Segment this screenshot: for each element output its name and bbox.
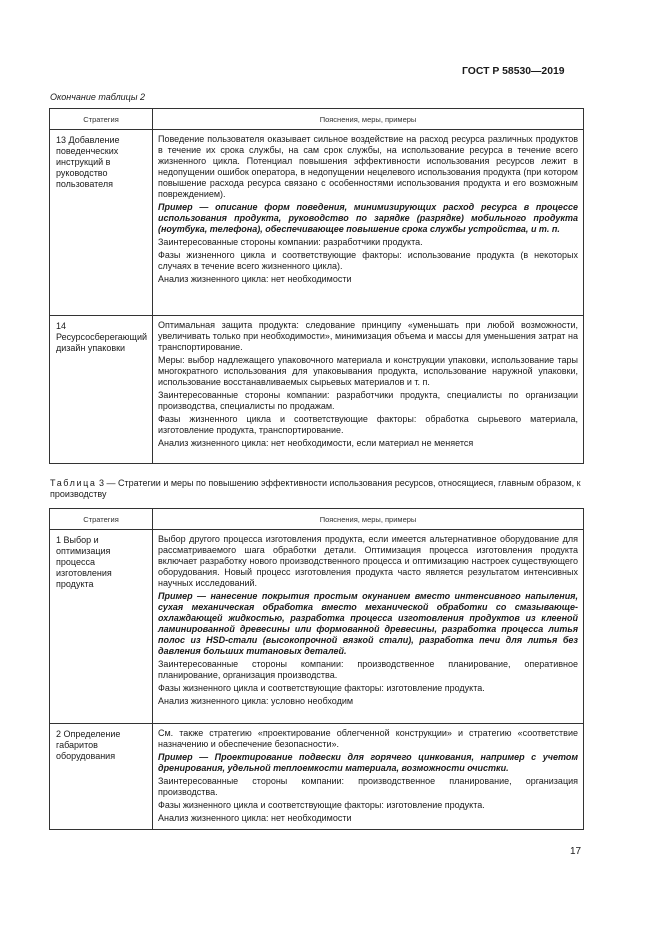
paragraph: Поведение пользователя оказывает сильное воздействие на расход ресурса различных продуктов в течение их срока службы, на сам срок службы, на использование ресурса в течение всего жизненного цикла. Потенциал повышения эффективности использования ресурсов лежит в недопущении ошибок оператора, в недопущении нецелевого использования продукта (при котором повышение расхода ресурса связано с особенностями использования продукта и его возможным повреждением). [158,134,578,199]
paragraph: Фазы жизненного цикла и соответствующие факторы: обработка сырьевого материала, изготовление продукта, транспортирование. [158,414,578,435]
table-row [50,130,584,316]
paragraph: Анализ жизненного цикла: нет необходимости [158,274,352,284]
paragraph: Фазы жизненного цикла и соответствующие факторы: использование продукта (в некоторых случаях в течение всего жизненного цикла). [158,250,578,271]
paragraph: Фазы жизненного цикла и соответствующие факторы: изготовление продукта. [158,683,485,693]
table3-caption [50,478,590,500]
strategy-cell: 14 Ресурсосберегающий дизайн упаковки [50,316,153,464]
table3-caption-text: 3 — Стратегии и меры по повышению эффективности использования ресурсов, относящиеся, главным образом, к производству [50,478,581,499]
paragraph: Фазы жизненного цикла и соответствующие факторы: изготовление продукта. [158,800,485,810]
table-header-row [50,509,584,530]
strategy-cell: 1 Выбор и оптимизация процесса изготовления продукта [50,530,153,724]
paragraph: Заинтересованные стороны компании: разработчики продукта. [158,237,423,247]
example-paragraph: Пример — Проектирование подвески для горячего цинкования, например с учетом дренирования, удельной теплоемкости материала, возможности очистки. [158,752,578,773]
table-2 [49,108,584,464]
page-number: 17 [570,846,582,857]
strategy-cell: 2 Определение габаритов оборудования [50,724,153,830]
table-row [50,530,584,724]
table-header-row [50,109,584,130]
explanation-cell [153,530,584,724]
paragraph: Меры: выбор надлежащего упаковочного материала и конструкции упаковки, использование тары многократного использования для упаковывания продукта, использование наружной упаковки, использование восстанавливаемых сырьевых материалов и т. п. [158,355,578,387]
table3-caption-label: Таблица [50,478,97,488]
paragraph: Анализ жизненного цикла: условно необходим [158,696,354,706]
paragraph: Анализ жизненного цикла: нет необходимости, если материал не меняется [158,438,474,448]
strategy-cell: 13 Добавление поведенческих инструкций в руководство пользователя [50,130,153,316]
paragraph: Заинтересованные стороны компании: разработчики продукта, специалисты по организации производства, специалисты по продажам. [158,390,578,411]
col-header-explain: Пояснения, меры, примеры [153,109,584,130]
paragraph: Заинтересованные стороны компании: производственное планирование, организация производства. [158,776,578,797]
example-paragraph: Пример — описание форм поведения, минимизирующих расход ресурса в процессе использования продукта, руководство по зарядке (разрядке) мобильного продукта (ноутбука, телефона), обеспечивающее повышение срока службы устройства, и т. п. [158,202,578,234]
paragraph: Выбор другого процесса изготовления продукта, если имеется альтернативное оборудование для рассматриваемого шага обработки детали. Оптимизация процесса изготовления продукта включает разработку нового производственного процесса и оптимизацию настроек существующего оборудования. Новый процесс изготовления продукта часто является результатом интенсивных научных исследований. [158,534,578,588]
table2-caption: Окончание таблицы 2 [50,92,145,102]
paragraph: См. также стратегию «проектирование облегченной конструкции» и стратегию «соответствие назначению и обеспечение безопасности». [158,728,578,749]
standard-number: ГОСТ Р 58530—2019 [462,66,565,77]
explanation-cell [153,130,584,316]
col-header-explain: Пояснения, меры, примеры [153,509,584,530]
col-header-strategy: Стратегия [50,109,153,130]
table-3 [49,508,584,830]
paragraph: Анализ жизненного цикла: нет необходимости [158,813,352,823]
explanation-cell [153,316,584,464]
col-header-strategy: Стратегия [50,509,153,530]
explanation-cell [153,724,584,830]
table-row [50,316,584,464]
paragraph: Оптимальная защита продукта: следование принципу «уменьшать при любой возможности, увеличивать только при необходимости», минимизация объема и массы для уменьшения затрат на транспортирование. [158,320,578,352]
example-paragraph: Пример — нанесение покрытия простым окунанием вместо интенсивного напыления, сухая механическая обработка вместо механической обработки со смазывающе-охлаждающей жидкостью, разработка процесса изготовления продуктов из клееной ламинированной древесины или формованной древесины, разработка процесса литья полос из HSD-стали (высокопрочной вязкой стали), разработка печи для литья без давления больших титановых деталей. [158,591,578,656]
table-row [50,724,584,830]
paragraph: Заинтересованные стороны компании: производственное планирование, оперативное планирование, организация производства. [158,659,578,680]
